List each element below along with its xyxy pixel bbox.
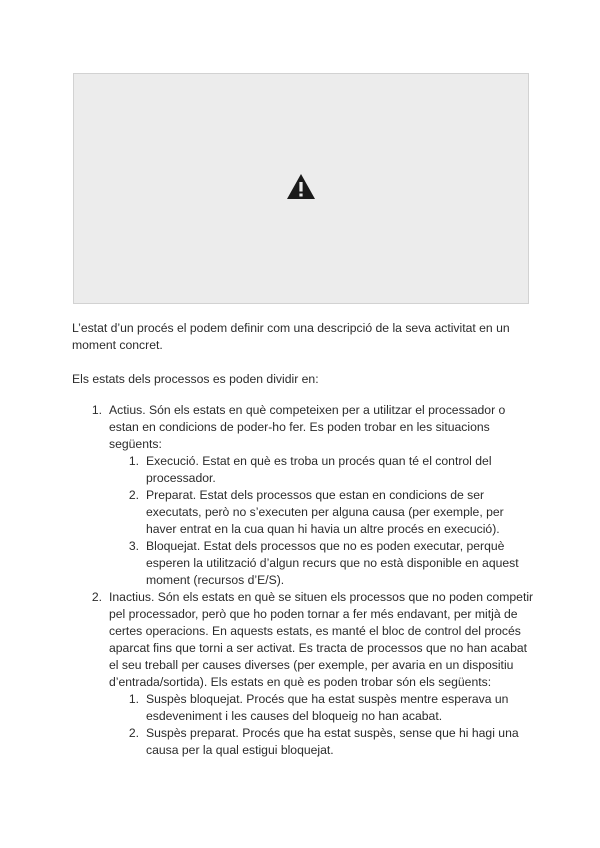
- sublist-item-text: Bloquejat. Estat dels processos que no es poden executar, perquè esperen la utilització d’algun recurs que no està disponible en aquest moment (recursos d’E/S).: [146, 539, 519, 587]
- sublist-item-text: Suspès preparat. Procés que ha estat suspès, sense que hi hagi una causa per la qual estigui bloquejat.: [146, 726, 519, 757]
- list-item-text: Inactius. Són els estats en què se situen els processos que no poden competir pel processador, però que ho poden tornar a fer més endavant, per mitjà de certes operacions. En aquests estats, es manté el bloc de control del procés aparcat fins que torni a ser activat. Es tracta de processos que no han acabat el seu treball per causes diverses (per exemple, per avaria en un dispositiu d’entrada/sortida). Els estats en què es poden trobar són els següents:: [109, 590, 534, 689]
- list-item: [72, 589, 534, 759]
- intro-paragraph: L’estat d’un procés el podem definir com una descripció de la seva activitat en un moment concret.: [72, 321, 510, 352]
- list-number: 1.: [128, 454, 139, 468]
- sublist-item: [109, 487, 534, 538]
- list-number: 2.: [91, 590, 102, 604]
- document-body: [72, 320, 534, 759]
- states-list: [72, 402, 534, 759]
- sublist-item: [109, 691, 534, 725]
- sublist-item: [109, 453, 534, 487]
- sublist-item-text: Preparat. Estat dels processos que estan en condicions de ser executats, però no s’executen per alguna causa (per exemple, per haver entrat en la cua quan hi havia un altre procés en execució).: [146, 488, 504, 536]
- list-number: 1.: [91, 403, 102, 417]
- sublist-item-text: Execució. Estat en què es troba un procés quan té el control del processador.: [146, 454, 492, 485]
- warning-icon: [286, 173, 316, 200]
- list-number: 2.: [128, 488, 139, 502]
- image-placeholder: [73, 73, 529, 304]
- sublist: [109, 691, 534, 759]
- list-item: [72, 402, 534, 589]
- list-number: 3.: [128, 539, 139, 553]
- sublist-item: [109, 538, 534, 589]
- intro-lead: Els estats dels processos es poden dividir en:: [72, 372, 319, 386]
- sublist: [109, 453, 534, 589]
- sublist-item: [109, 725, 534, 759]
- list-number: 2.: [128, 726, 139, 740]
- list-number: 1.: [128, 692, 139, 706]
- sublist-item-text: Suspès bloquejat. Procés que ha estat suspès mentre esperava un esdeveniment i les causes del bloqueig no han acabat.: [146, 692, 509, 723]
- list-item-text: Actius. Són els estats en què competeixen per a utilitzar el processador o estan en condicions de poder-ho fer. Es poden trobar en les situacions següents:: [109, 403, 506, 451]
